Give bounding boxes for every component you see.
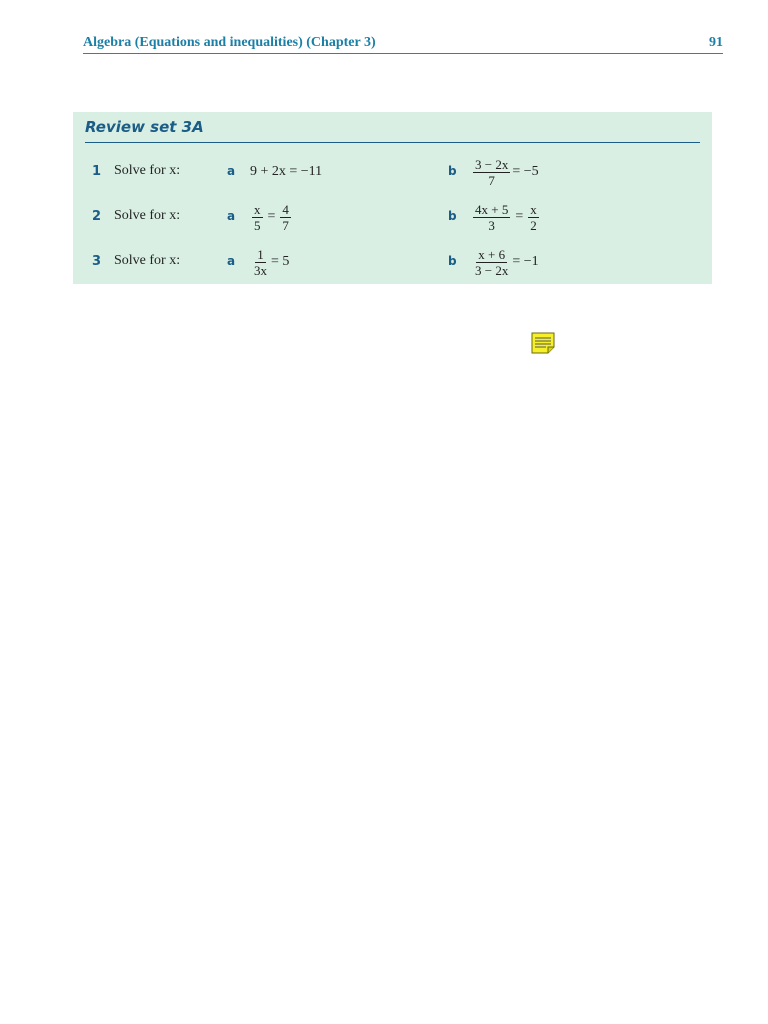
part-b-label: b xyxy=(448,209,457,223)
numerator: 4 xyxy=(282,201,289,217)
question-number: 3 xyxy=(92,254,102,269)
numerator: 3 − 2x xyxy=(475,156,509,172)
fraction xyxy=(473,247,510,278)
sticky-note-icon[interactable] xyxy=(531,332,555,354)
question-number: 1 xyxy=(92,164,102,179)
part-a-label: a xyxy=(227,254,236,268)
denominator: 2 xyxy=(530,217,537,233)
right-hand-side: = −5 xyxy=(512,164,539,179)
question-text: Solve for x: xyxy=(114,253,181,268)
part-b-expression xyxy=(471,197,541,237)
chapter-title: Algebra (Equations and inequalities) (Chapter 3) xyxy=(83,35,376,50)
denominator: 3 xyxy=(488,217,495,233)
part-a-expression xyxy=(250,152,322,192)
question-text: Solve for x: xyxy=(114,208,181,223)
fraction xyxy=(280,202,291,233)
numerator: 1 xyxy=(257,246,264,262)
running-header xyxy=(83,33,723,54)
denominator: 5 xyxy=(254,217,261,233)
numerator: x + 6 xyxy=(478,246,506,262)
denominator: 7 xyxy=(488,172,495,188)
fraction xyxy=(528,202,539,233)
equals-sign: = xyxy=(515,209,524,224)
equals-sign: = xyxy=(267,209,276,224)
title-divider xyxy=(85,142,700,143)
equation: 9 + 2x = −11 xyxy=(250,164,323,179)
question-2 xyxy=(73,197,712,237)
part-a-label: a xyxy=(227,209,236,223)
question-text: Solve for x: xyxy=(114,163,181,178)
part-a-expression xyxy=(250,242,289,282)
fraction xyxy=(473,202,510,233)
fraction xyxy=(252,202,263,233)
numerator: x xyxy=(254,201,261,217)
review-set-title: Review set 3A xyxy=(85,118,204,136)
part-b-expression xyxy=(471,242,539,282)
denominator: 7 xyxy=(282,217,289,233)
fraction xyxy=(252,247,269,278)
part-b-expression xyxy=(471,152,539,192)
question-number: 2 xyxy=(92,209,102,224)
part-b-label: b xyxy=(448,164,457,178)
part-b-label: b xyxy=(448,254,457,268)
right-hand-side: = −1 xyxy=(512,254,539,269)
part-a-label: a xyxy=(227,164,236,178)
question-1 xyxy=(73,152,712,192)
fraction xyxy=(473,157,510,188)
review-set-box xyxy=(73,112,712,284)
page-number: 91 xyxy=(709,35,723,50)
part-a-expression xyxy=(250,197,293,237)
numerator: x xyxy=(530,201,537,217)
right-hand-side: = 5 xyxy=(271,254,290,269)
denominator: 3 − 2x xyxy=(475,262,509,278)
denominator: 3x xyxy=(254,262,267,278)
question-3 xyxy=(73,242,712,282)
numerator: 4x + 5 xyxy=(475,201,509,217)
